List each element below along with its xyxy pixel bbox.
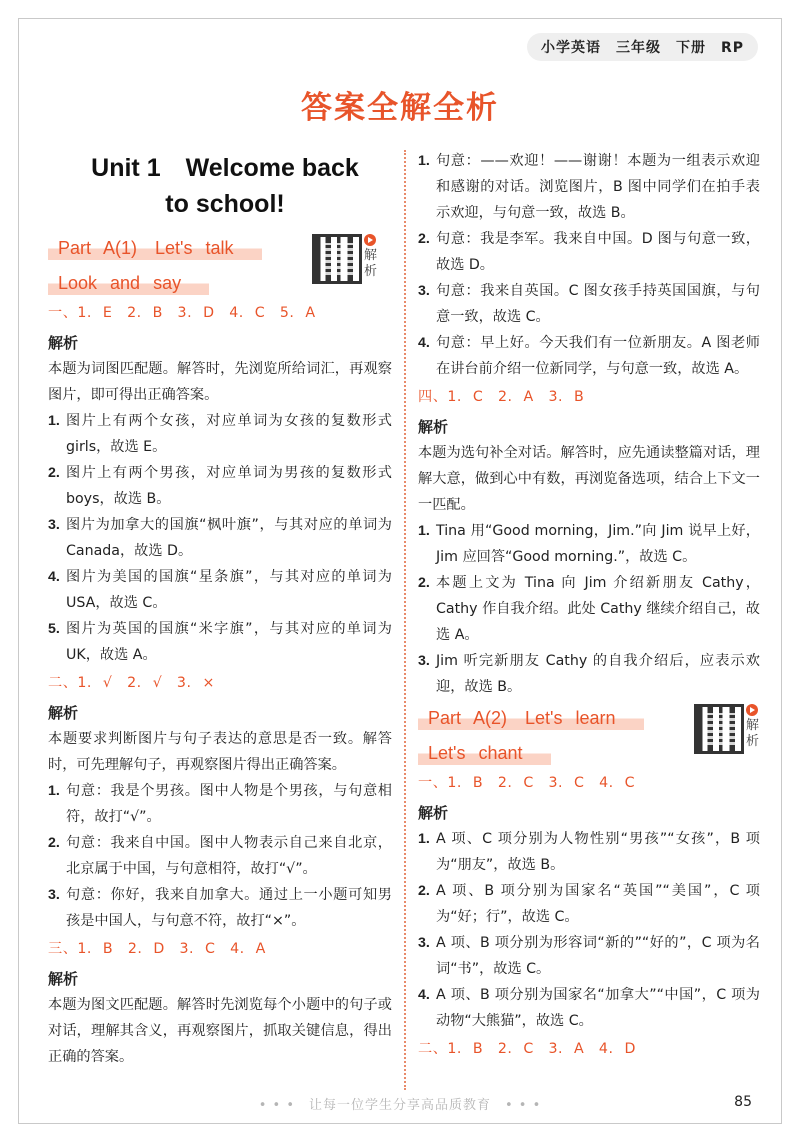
list-item [48, 564, 392, 616]
item-number: 3. [48, 517, 60, 533]
item-number: 2. [48, 835, 60, 851]
item-text: 句意：我是个男孩。图中人物是个男孩，与句意相符，故打“√”。 [66, 783, 392, 825]
list-item [418, 570, 760, 648]
analysis-label: 解析 [48, 970, 79, 988]
list-item [418, 930, 760, 982]
list-item [418, 878, 760, 930]
item-number: 4. [418, 335, 430, 351]
list-item [418, 826, 760, 878]
item-text: 句意：我是李军。我来自中国。D 图与句意一致，故选 D。 [436, 231, 760, 273]
item-text: 句意：——欢迎！——谢谢！本题为一组表示欢迎和感谢的对话。浏览图片，B 图中同学们在拍手表示欢迎，与句意一致，故选 B。 [436, 153, 760, 221]
item-text: A 项、C 项分别为人物性别“男孩”“女孩”，B 项为“朋友”，故选 B。 [436, 831, 760, 873]
analysis-list-q2 [48, 778, 392, 934]
item-text: Jim 听完新朋友 Cathy 的自我介绍后，应表示欢迎，故选 B。 [436, 653, 760, 695]
play-icon[interactable] [364, 234, 376, 246]
item-text: A 项、B 项分别为国家名“英国”“美国”，C 项为“好；行”，故选 C。 [436, 883, 760, 925]
analysis-label: 解析 [48, 334, 79, 352]
analysis-intro-q2: 本题要求判断图片与句子表达的意思是否一致。解答时，可先理解句子，再观察图片得出正确答案。 [48, 731, 392, 773]
right-column [418, 148, 760, 1064]
analysis-list-s2-q1 [418, 826, 760, 1034]
item-number: 3. [418, 653, 430, 669]
list-item [48, 882, 392, 934]
analysis-intro-q1: 本题为词图匹配题。解答时，先浏览所给词汇，再观察图片，即可得出正确答案。 [48, 361, 392, 403]
item-number: 4. [418, 987, 430, 1003]
section-title-line-1: Part A(1) Let's talk [48, 234, 262, 260]
item-text: A 项、B 项分别为形容词“新的”“好的”，C 项为名词“书”，故选 C。 [436, 935, 760, 977]
answers-q4: 四、1. C 2. A 3. B [418, 389, 585, 405]
item-number: 1. [418, 153, 430, 169]
section-head-part-a2 [418, 704, 760, 768]
item-text: 图片为美国的国旗“星条旗”，与其对应的单词为 USA，故选 C。 [66, 569, 392, 611]
page-title: 答案全解全析 [301, 90, 499, 126]
list-item [48, 778, 392, 830]
left-column [48, 148, 392, 1070]
analysis-list-q1 [48, 408, 392, 668]
page-number: 85 [734, 1094, 752, 1110]
item-text: 句意：我来自中国。图中人物表示自己来自北京，北京属于中国，与句意相符，故打“√”。 [66, 835, 392, 877]
item-number: 1. [48, 413, 60, 429]
item-text: 图片为加拿大的国旗“枫叶旗”，与其对应的单词为 Canada，故选 D。 [66, 517, 392, 559]
item-number: 1. [48, 783, 60, 799]
item-text: 本题上文为 Tina 向 Jim 介绍新朋友 Cathy，Cathy 作自我介绍。此处 Cathy 继续介绍自己，故选 A。 [436, 575, 760, 643]
analysis-label: 解析 [418, 418, 449, 436]
item-number: 4. [48, 569, 60, 585]
list-item [418, 330, 760, 382]
list-item [48, 460, 392, 512]
list-item [418, 648, 760, 700]
item-text: A 项、B 项分别为国家名“加拿大”“中国”，C 项为动物“大熊猫”，故选 C。 [436, 987, 760, 1029]
item-text: 图片上有两个男孩，对应单词为男孩的复数形式 boys，故选 B。 [66, 465, 392, 507]
analysis-label: 解析 [48, 704, 79, 722]
list-item [418, 982, 760, 1034]
item-text: 句意：你好，我来自加拿大。通过上一小题可知男孩是中国人，与句意不符，故打“×”。 [66, 887, 392, 929]
answers-s2-q1: 一、1. B 2. C 3. C 4. C [418, 775, 636, 791]
item-text: 句意：我来自英国。C 图女孩手持英国国旗，与句意一致，故选 C。 [436, 283, 760, 325]
list-item [48, 408, 392, 460]
item-number: 1. [418, 523, 430, 539]
item-text: 图片为英国的国旗“米字旗”，与其对应的单词为 UK，故选 A。 [66, 621, 392, 663]
list-item [418, 518, 760, 570]
footer-slogan: • • • 让每一位学生分享高品质教育 • • • [258, 1098, 542, 1113]
unit-title [48, 150, 392, 222]
play-icon[interactable] [746, 704, 758, 716]
answers-q1: 一、1. E 2. B 3. D 4. C 5. A [48, 305, 316, 321]
qr-code-icon[interactable] [312, 234, 362, 284]
item-number: 2. [418, 883, 430, 899]
item-number: 3. [48, 887, 60, 903]
analysis-list-q3 [418, 148, 760, 382]
section-title-line-2: Look and say [48, 269, 209, 295]
unit-title-line-1: Unit 1 Welcome back [91, 154, 359, 182]
section-head-part-a1 [48, 234, 392, 298]
item-number: 2. [418, 231, 430, 247]
section-title-line-2: Let's chant [418, 739, 551, 765]
list-item [418, 226, 760, 278]
unit-title-line-2: to school! [165, 190, 285, 218]
item-text: 图片上有两个女孩，对应单词为女孩的复数形式 girls，故选 E。 [66, 413, 392, 455]
list-item [418, 278, 760, 330]
item-text: 句意：早上好。今天我们有一位新朋友。A 图老师在讲台前介绍一位新同学，与句意一致，故选 A。 [436, 335, 760, 377]
analysis-intro-q3: 本题为图文匹配题。解答时先浏览每个小题中的句子或对话，理解其含义，再观察图片，抓取关键信息，得出正确的答案。 [48, 997, 392, 1065]
item-number: 5. [48, 621, 60, 637]
answers-s2-q2: 二、1. B 2. C 3. A 4. D [418, 1041, 636, 1057]
analysis-label: 解析 [418, 804, 449, 822]
column-divider [404, 150, 406, 1090]
item-number: 3. [418, 283, 430, 299]
item-number: 1. [418, 831, 430, 847]
analysis-intro-q4: 本题为选句补全对话。解答时，应先通读整篇对话，理解大意，做到心中有数，再浏览备选项，结合上下文一一匹配。 [418, 445, 760, 513]
analysis-list-q4 [418, 518, 760, 700]
list-item [48, 512, 392, 564]
answers-q2: 二、1. √ 2. √ 3. × [48, 675, 215, 691]
section-title-line-1: Part A(2) Let's learn [418, 704, 644, 730]
qr-label: 解析 [746, 718, 760, 749]
qr-code-icon[interactable] [694, 704, 744, 754]
qr-label: 解析 [364, 248, 378, 279]
item-number: 2. [418, 575, 430, 591]
list-item [48, 830, 392, 882]
item-text: Tina 用“Good morning，Jim.”向 Jim 说早上好，Jim 应回答“Good morning.”，故选 C。 [436, 523, 760, 565]
item-number: 2. [48, 465, 60, 481]
list-item [418, 148, 760, 226]
book-info-tag: 小学英语 三年级 下册 RP [527, 33, 758, 61]
item-number: 3. [418, 935, 430, 951]
answers-q3: 三、1. B 2. D 3. C 4. A [48, 941, 266, 957]
list-item [48, 616, 392, 668]
